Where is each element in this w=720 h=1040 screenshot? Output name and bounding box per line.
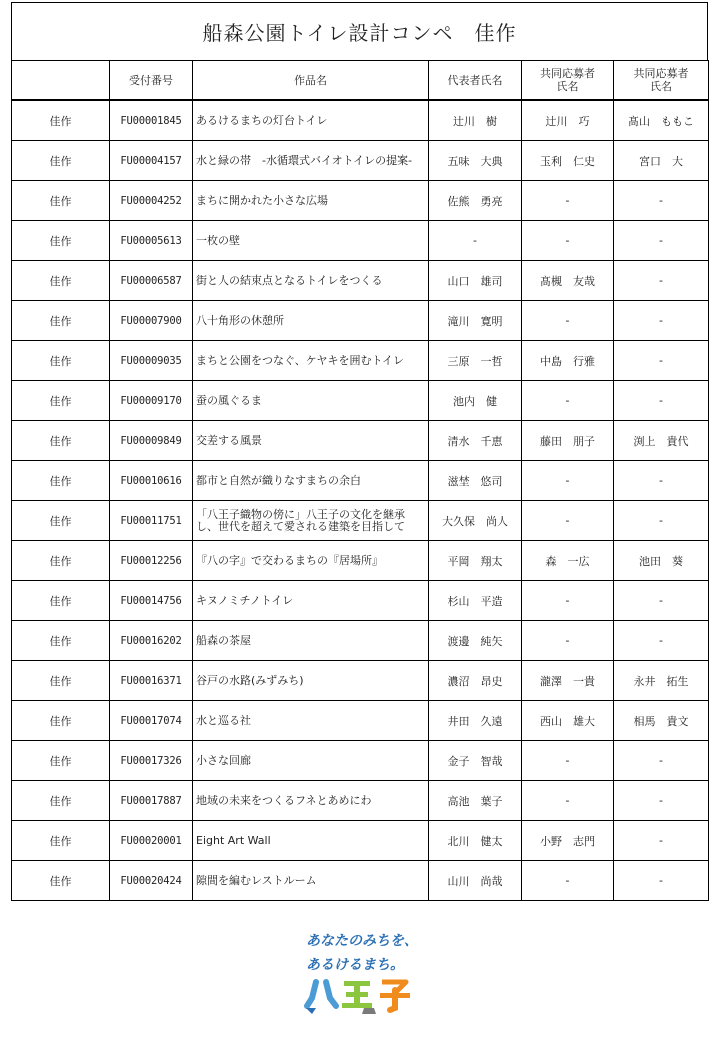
cell-prize: 佳作 [12, 861, 110, 901]
results-sheet [11, 2, 708, 901]
table-row [12, 581, 709, 621]
table-row [12, 661, 709, 701]
cell-co-applicant-1: 西山 雄大 [522, 701, 614, 741]
cell-co-applicant-1: - [522, 381, 614, 421]
cell-representative: 清水 千恵 [429, 421, 522, 461]
cell-co-applicant-1: - [522, 181, 614, 221]
cell-receipt-no: FU00004252 [110, 181, 193, 221]
cell-prize: 佳作 [12, 261, 110, 301]
header-representative: 代表者氏名 [429, 61, 522, 101]
cell-prize: 佳作 [12, 100, 110, 141]
cell-representative: 高池 葉子 [429, 781, 522, 821]
cell-co-applicant-1: - [522, 461, 614, 501]
cell-co-applicant-1: 小野 志門 [522, 821, 614, 861]
table-row [12, 181, 709, 221]
cell-co-applicant-1: - [522, 501, 614, 541]
logo-slogan-line1: あなたのみちを、 [306, 933, 418, 949]
cell-prize: 佳作 [12, 621, 110, 661]
table-row [12, 821, 709, 861]
cell-work-title: 都市と自然が織りなすまちの余白 [193, 461, 429, 501]
cell-prize: 佳作 [12, 661, 110, 701]
cell-co-applicant-1: 玉利 仁史 [522, 141, 614, 181]
cell-prize: 佳作 [12, 381, 110, 421]
cell-co-applicant-1: 森 一広 [522, 541, 614, 581]
cell-co-applicant-1: - [522, 621, 614, 661]
cell-receipt-no: FU00020001 [110, 821, 193, 861]
cell-representative: 五味 大典 [429, 141, 522, 181]
cell-receipt-no: FU00007900 [110, 301, 193, 341]
logo-ko-glyph [380, 982, 410, 1010]
table-row [12, 301, 709, 341]
cell-representative: 辻川 樹 [429, 100, 522, 141]
cell-co-applicant-1: - [522, 301, 614, 341]
cell-prize: 佳作 [12, 541, 110, 581]
cell-receipt-no: FU00017887 [110, 781, 193, 821]
cell-work-title: まちに開かれた小さな広場 [193, 181, 429, 221]
page-title: 船森公園トイレ設計コンペ 佳作 [11, 2, 708, 60]
cell-receipt-no: FU00017326 [110, 741, 193, 781]
cell-work-title: 八十角形の休憩所 [193, 301, 429, 341]
cell-prize: 佳作 [12, 181, 110, 221]
table-header-row [12, 61, 709, 101]
cell-co-applicant-1: 瀧澤 一貴 [522, 661, 614, 701]
cell-co-applicant-2: - [614, 381, 709, 421]
cell-representative: 山口 雄司 [429, 261, 522, 301]
cell-prize: 佳作 [12, 501, 110, 541]
cell-representative: - [429, 221, 522, 261]
cell-co-applicant-2: 髙山 ももこ [614, 100, 709, 141]
cell-co-applicant-1: 中島 行雅 [522, 341, 614, 381]
cell-co-applicant-1: - [522, 781, 614, 821]
cell-co-applicant-2: - [614, 581, 709, 621]
cell-co-applicant-2: 永井 拓生 [614, 661, 709, 701]
cell-representative: 渡邊 純矢 [429, 621, 522, 661]
cell-representative: 佐熊 勇亮 [429, 181, 522, 221]
cell-co-applicant-2: 宮口 大 [614, 141, 709, 181]
cell-work-title: 隙間を編むレストルーム [193, 861, 429, 901]
header-work-title: 作品名 [193, 61, 429, 101]
cell-work-title: Eight Art Wall [193, 821, 429, 861]
table-row [12, 461, 709, 501]
cell-co-applicant-1: 辻川 巧 [522, 100, 614, 141]
cell-co-applicant-2: - [614, 221, 709, 261]
table-row [12, 100, 709, 141]
cell-work-title: 地域の未来をつくるフネとあめにわ [193, 781, 429, 821]
header-co-applicant-1: 共同応募者 氏名 [522, 61, 614, 101]
cell-prize: 佳作 [12, 221, 110, 261]
cell-co-applicant-2: - [614, 341, 709, 381]
cell-representative: 濃沼 昂史 [429, 661, 522, 701]
header-receipt-no: 受付番号 [110, 61, 193, 101]
table-row [12, 381, 709, 421]
cell-representative: 山川 尚哉 [429, 861, 522, 901]
cell-receipt-no: FU00005613 [110, 221, 193, 261]
cell-work-title: 水と巡る社 [193, 701, 429, 741]
cell-co-applicant-2: - [614, 741, 709, 781]
cell-co-applicant-2: - [614, 781, 709, 821]
cell-co-applicant-2: - [614, 461, 709, 501]
cell-work-title: 船森の茶屋 [193, 621, 429, 661]
logo-slogan-line2: あるけるまち。 [306, 957, 404, 973]
table-row [12, 341, 709, 381]
cell-prize: 佳作 [12, 341, 110, 381]
cell-representative: 杉山 平造 [429, 581, 522, 621]
cell-receipt-no: FU00006587 [110, 261, 193, 301]
table-row [12, 501, 709, 541]
table-row [12, 701, 709, 741]
cell-co-applicant-2: - [614, 821, 709, 861]
cell-co-applicant-1: - [522, 581, 614, 621]
cell-receipt-no: FU00011751 [110, 501, 193, 541]
cell-receipt-no: FU00016202 [110, 621, 193, 661]
cell-representative: 金子 智哉 [429, 741, 522, 781]
cell-co-applicant-2: - [614, 261, 709, 301]
cell-receipt-no: FU00010616 [110, 461, 193, 501]
table-row [12, 861, 709, 901]
cell-work-title: 谷戸の水路(みずみち) [193, 661, 429, 701]
cell-receipt-no: FU00009170 [110, 381, 193, 421]
cell-co-applicant-1: - [522, 741, 614, 781]
cell-representative: 井田 久遠 [429, 701, 522, 741]
cell-work-title: あるけるまちの灯台トイレ [193, 100, 429, 141]
results-table [11, 60, 709, 901]
cell-work-title: 街と人の結束点となるトイレをつくる [193, 261, 429, 301]
cell-co-applicant-2: 渕上 貴代 [614, 421, 709, 461]
cell-co-applicant-2: - [614, 501, 709, 541]
table-row [12, 261, 709, 301]
table-row [12, 221, 709, 261]
cell-representative: 滝川 寛明 [429, 301, 522, 341]
cell-co-applicant-1: 髙槻 友哉 [522, 261, 614, 301]
cell-prize: 佳作 [12, 781, 110, 821]
cell-receipt-no: FU00009035 [110, 341, 193, 381]
logo-city-mark [304, 976, 414, 1016]
cell-representative: 北川 健太 [429, 821, 522, 861]
logo-hachi-glyph [306, 982, 336, 1014]
cell-prize: 佳作 [12, 821, 110, 861]
cell-prize: 佳作 [12, 461, 110, 501]
cell-co-applicant-2: 相馬 貴文 [614, 701, 709, 741]
cell-co-applicant-2: - [614, 181, 709, 221]
cell-work-title: 『八の字』で交わるまちの『居場所』 [193, 541, 429, 581]
cell-receipt-no: FU00012256 [110, 541, 193, 581]
header-prize [12, 61, 110, 101]
cell-prize: 佳作 [12, 701, 110, 741]
cell-work-title: 小さな回廊 [193, 741, 429, 781]
cell-co-applicant-1: - [522, 221, 614, 261]
cell-work-title: 蚕の風ぐるま [193, 381, 429, 421]
cell-prize: 佳作 [12, 421, 110, 461]
cell-work-title: 「八王子織物の傍に」八王子の文化を継承し、世代を超えて愛される建築を目指して [193, 501, 429, 541]
logo-ou-glyph [342, 981, 376, 1014]
cell-representative: 大久保 尚人 [429, 501, 522, 541]
table-row [12, 621, 709, 661]
header-co-applicant-2: 共同応募者 氏名 [614, 61, 709, 101]
cell-receipt-no: FU00009849 [110, 421, 193, 461]
table-row [12, 421, 709, 461]
cell-representative: 平岡 翔太 [429, 541, 522, 581]
cell-prize: 佳作 [12, 141, 110, 181]
cell-co-applicant-1: - [522, 861, 614, 901]
cell-representative: 池内 健 [429, 381, 522, 421]
cell-work-title: キヌノミチノトイレ [193, 581, 429, 621]
cell-prize: 佳作 [12, 301, 110, 341]
cell-receipt-no: FU00004157 [110, 141, 193, 181]
cell-work-title: 交差する風景 [193, 421, 429, 461]
cell-work-title: 一枚の壁 [193, 221, 429, 261]
cell-prize: 佳作 [12, 741, 110, 781]
cell-receipt-no: FU00020424 [110, 861, 193, 901]
cell-co-applicant-2: 池田 葵 [614, 541, 709, 581]
cell-receipt-no: FU00014756 [110, 581, 193, 621]
cell-representative: 三原 一哲 [429, 341, 522, 381]
table-row [12, 141, 709, 181]
table-row [12, 541, 709, 581]
cell-receipt-no: FU00001845 [110, 100, 193, 141]
cell-work-title: 水と緑の帯 -水循環式バイオトイレの提案- [193, 141, 429, 181]
cell-co-applicant-2: - [614, 861, 709, 901]
cell-co-applicant-1: 藤田 朋子 [522, 421, 614, 461]
cell-receipt-no: FU00017074 [110, 701, 193, 741]
table-row [12, 781, 709, 821]
table-row [12, 741, 709, 781]
cell-co-applicant-2: - [614, 301, 709, 341]
cell-work-title: まちと公園をつなぐ、ケヤキを囲むトイレ [193, 341, 429, 381]
cell-receipt-no: FU00016371 [110, 661, 193, 701]
cell-co-applicant-2: - [614, 621, 709, 661]
cell-representative: 滋埜 悠司 [429, 461, 522, 501]
cell-prize: 佳作 [12, 581, 110, 621]
hachioji-logo [300, 928, 420, 1020]
